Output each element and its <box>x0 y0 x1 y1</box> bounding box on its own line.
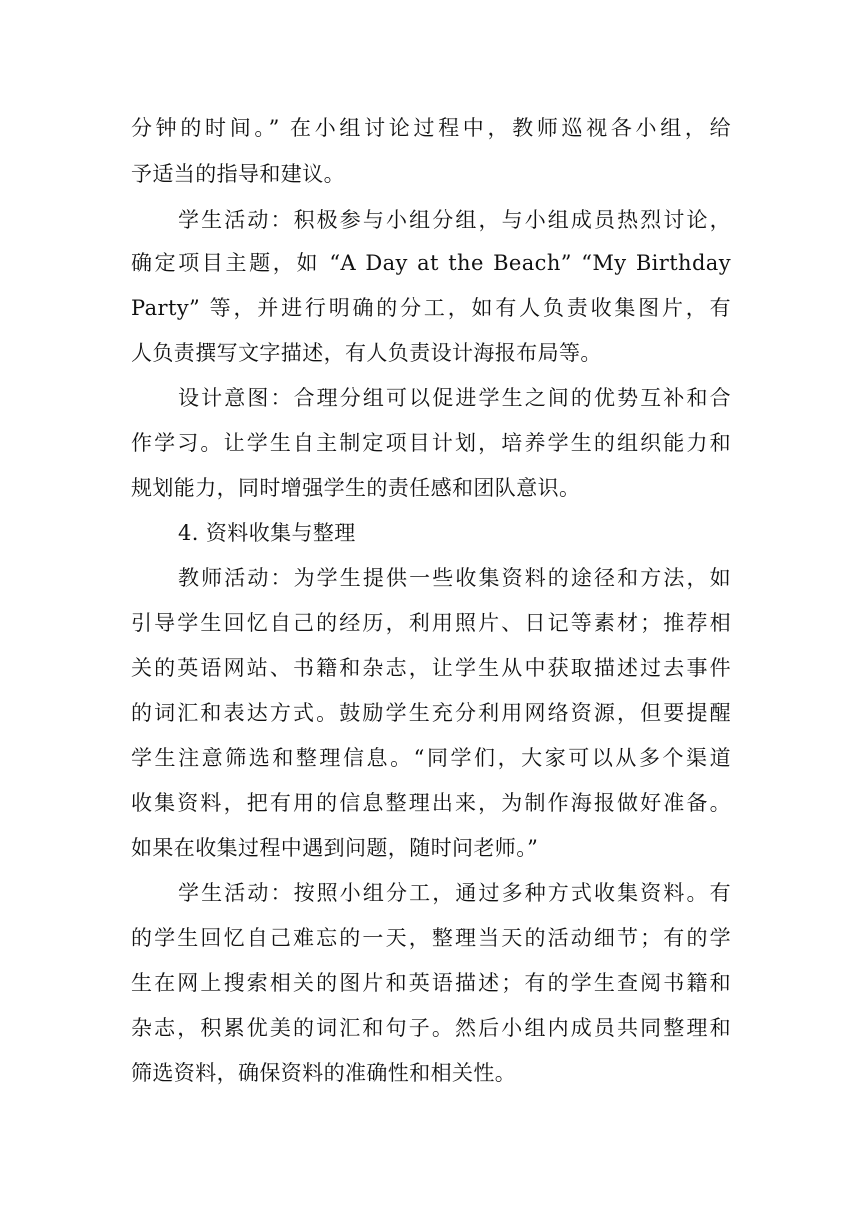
text-line: 分钟的时间。” 在小组讨论过程中，教师巡视各小组，给 <box>131 116 731 140</box>
text-line: 确定项目主题，如 “A Day at the Beach” “My Birthday <box>131 251 731 275</box>
text-line: 如果在收集过程中遇到问题，随时问老师。” <box>131 836 539 860</box>
text-line: 生在网上搜索相关的图片和英语描述；有的学生查阅书籍和 <box>131 971 731 995</box>
text-line: 学生活动：按照小组分工，通过多种方式收集资料。有 <box>178 881 731 905</box>
text-line: 收集资料，把有用的信息整理出来，为制作海报做好准备。 <box>131 791 731 815</box>
text-line: 关的英语网站、书籍和杂志，让学生从中获取描述过去事件 <box>131 656 731 680</box>
text-line: 作学习。让学生自主制定项目计划，培养学生的组织能力和 <box>131 431 731 455</box>
text-line: Party” 等，并进行明确的分工，如有人负责收集图片，有 <box>131 296 731 320</box>
text-line: 学生活动：积极参与小组分组，与小组成员热烈讨论， <box>178 208 731 232</box>
section-heading: 4. 资料收集与整理 <box>178 521 356 545</box>
text-line: 设计意图：合理分组可以促进学生之间的优势互补和合 <box>178 386 731 410</box>
text-line: 予适当的指导和建议。 <box>131 162 345 186</box>
text-line: 的词汇和表达方式。鼓励学生充分利用网络资源，但要提醒 <box>131 701 731 725</box>
text-line: 人负责撰写文字描述，有人负责设计海报布局等。 <box>131 341 602 365</box>
text-line: 筛选资料，确保资料的准确性和相关性。 <box>131 1061 517 1085</box>
text-line: 规划能力，同时增强学生的责任感和团队意识。 <box>131 476 581 500</box>
text-line: 学生注意筛选和整理信息。“同学们，大家可以从多个渠道 <box>131 746 731 770</box>
text-line: 引导学生回忆自己的经历，利用照片、日记等素材；推荐相 <box>131 611 731 635</box>
text-line: 的学生回忆自己难忘的一天，整理当天的活动细节；有的学 <box>131 926 731 950</box>
text-line: 教师活动：为学生提供一些收集资料的途径和方法，如 <box>178 566 731 590</box>
text-line: 杂志，积累优美的词汇和句子。然后小组内成员共同整理和 <box>131 1016 731 1040</box>
